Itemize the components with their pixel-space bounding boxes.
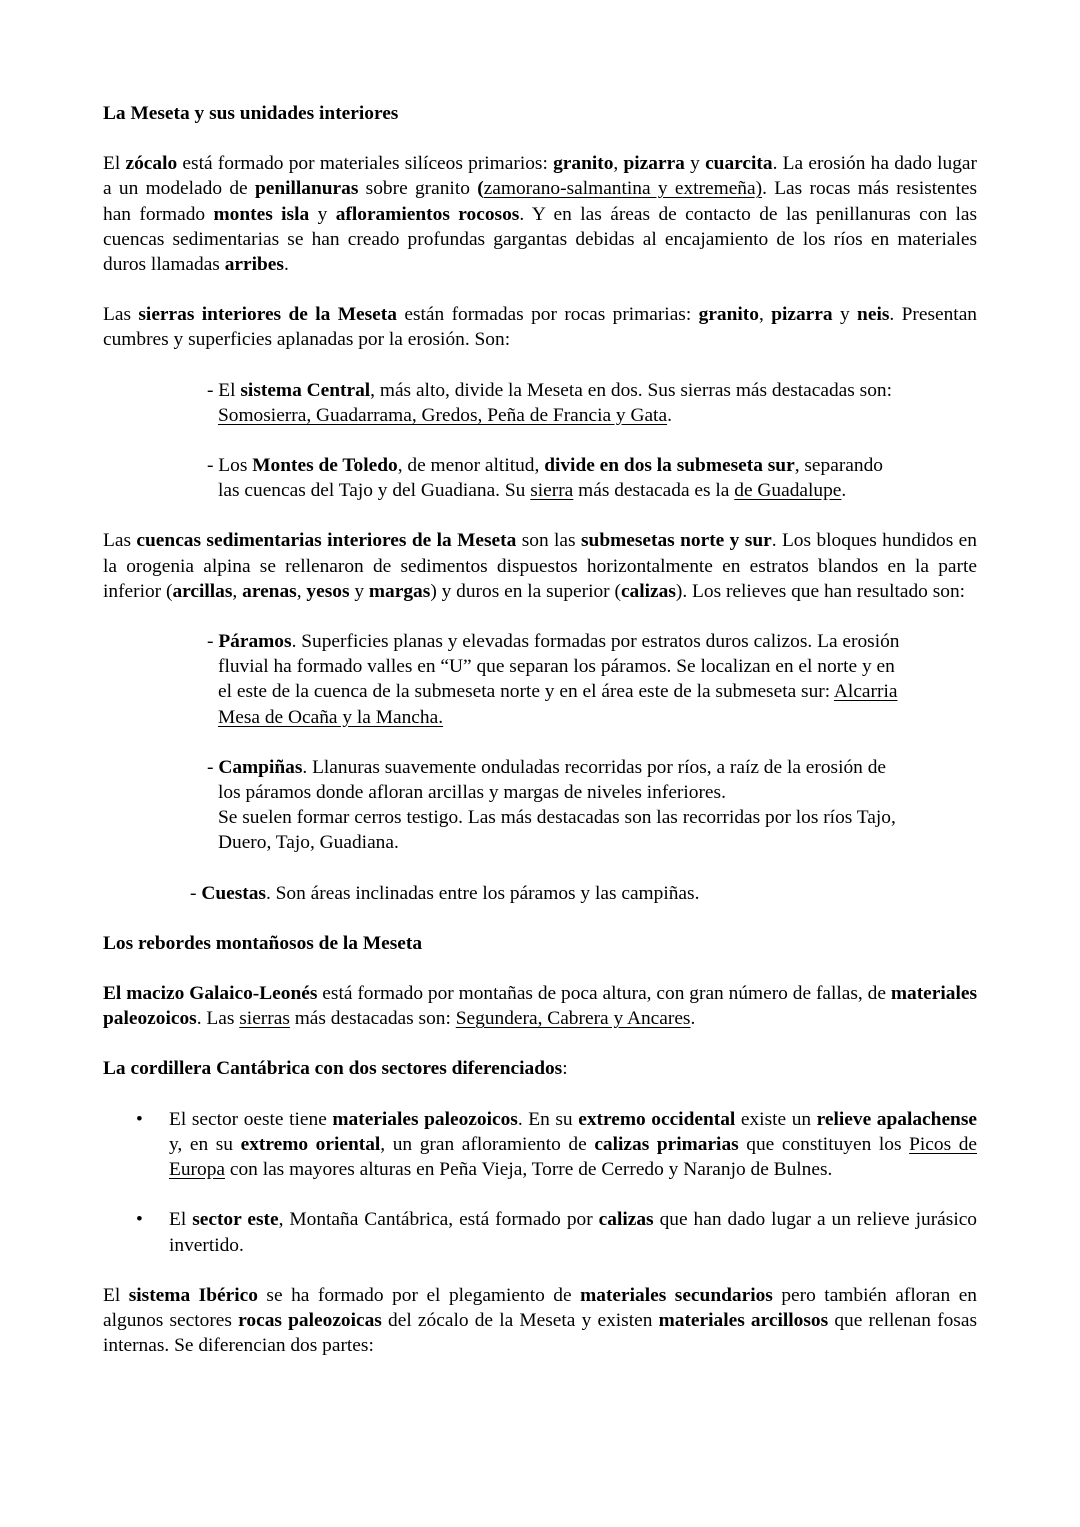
paragraph-sierras-interiores: Las sierras interiores de la Meseta están formadas por rocas primarias: granito, pizarra y neis. Presentan cumbres y superficies aplanadas por la erosión. Son: <box>103 304 977 351</box>
list-item-cuestas: - Cuestas. Son áreas inclinadas entre los páramos y las campiñas. <box>190 882 700 904</box>
section-heading-meseta: La Meseta y sus unidades interiores <box>103 103 399 124</box>
section-heading-rebordes: Los rebordes montañosos de la Meseta <box>103 932 423 954</box>
paragraph-sistema-iberico: El sistema Ibérico se ha formado por el plegamiento de materiales secundarios pero también afloran en algunos sectores rocas paleozoicas del zócalo de la Meseta y existen materiales arcillosos que rellenan fosas internas. Se diferencian dos partes: <box>103 1284 978 1357</box>
paragraph-macizo-galaico: El macizo Galaico-Leonés está formado por montañas de poca altura, con gran número de fallas, de materiales paleozoicos. Las sierras más destacadas son: Segundera, Cabrera y Ancares. <box>103 983 977 1030</box>
bullet-item-sector-oeste: • El sector oeste tiene materiales paleozoicos. En su extremo occidental existe un relieve apalachense y, en su extremo oriental, un gran afloramiento de calizas primarias que constituyen los Picos de Europa con las mayores alturas en Peña Vieja, Torre de Cerredo y Naranjo de Bulnes. <box>136 1108 978 1181</box>
list-item-sistema-central: - El sistema Central, más alto, divide la Meseta en dos. Sus sierras más destacadas son: Somosierra, Guadarrama, Gredos, Peña de Francia y Gata. <box>207 379 892 426</box>
paragraph-cordillera-cantabrica: La cordillera Cantábrica con dos sectores diferenciados: <box>103 1058 568 1080</box>
bullet-icon: • <box>136 1108 143 1130</box>
paragraph-cuencas: Las cuencas sedimentarias interiores de la Meseta son las submesetas norte y sur. Los bloques hundidos en la orogenia alpina se rellenaron de sedimentos dispuestos horizontalmente en estratos blandos en la parte inferior (arcillas, arenas, yesos y margas) y duros en la superior (calizas). Los relieves que han resultado son: <box>103 530 977 602</box>
bullet-icon: • <box>136 1209 143 1231</box>
list-item-montes-toledo: - Los Montes de Toledo, de menor altitud, divide en dos la submeseta sur, separando las cuencas del Tajo y del Guadiana. Su sierra más destacada es la de Guadalupe. <box>207 455 883 502</box>
bullet-item-sector-este: • El sector este, Montaña Cantábrica, está formado por calizas que han dado lugar a un relieve jurásico invertido. <box>136 1209 978 1256</box>
paragraph-zocalo: El zócalo está formado por materiales silíceos primarios: granito, pizarra y cuarcita. La erosión ha dado lugar a un modelado de penillanuras sobre granito (zamorano-salmantina y extremeña). Las rocas más resistentes han formado montes isla y afloramientos rocosos. Y en las áreas de contacto de las penillanuras con las cuencas sedimentarias se han creado profundas gargantas debidas al encajamiento de los ríos en materiales duros llamadas arribes. <box>103 153 978 276</box>
list-item-paramos: - Páramos. Superficies planas y elevadas formadas por estratos duros calizos. La erosión fluvial ha formado valles en “U” que separan los páramos. Se localizan en el norte y en el este de la cuenca de la submeseta norte y en el área este de la submeseta sur: Alcarria Mesa de Ocaña y la Mancha. <box>207 631 900 728</box>
list-item-campinas: - Campiñas. Llanuras suavemente onduladas recorridas por ríos, a raíz de la erosión de los páramos donde afloran arcillas y margas de niveles inferiores. Se suelen formar cerros testigo. Las más destacadas son las recorridas por los ríos Tajo, Duero, Tajo, Guadiana. <box>207 756 896 854</box>
